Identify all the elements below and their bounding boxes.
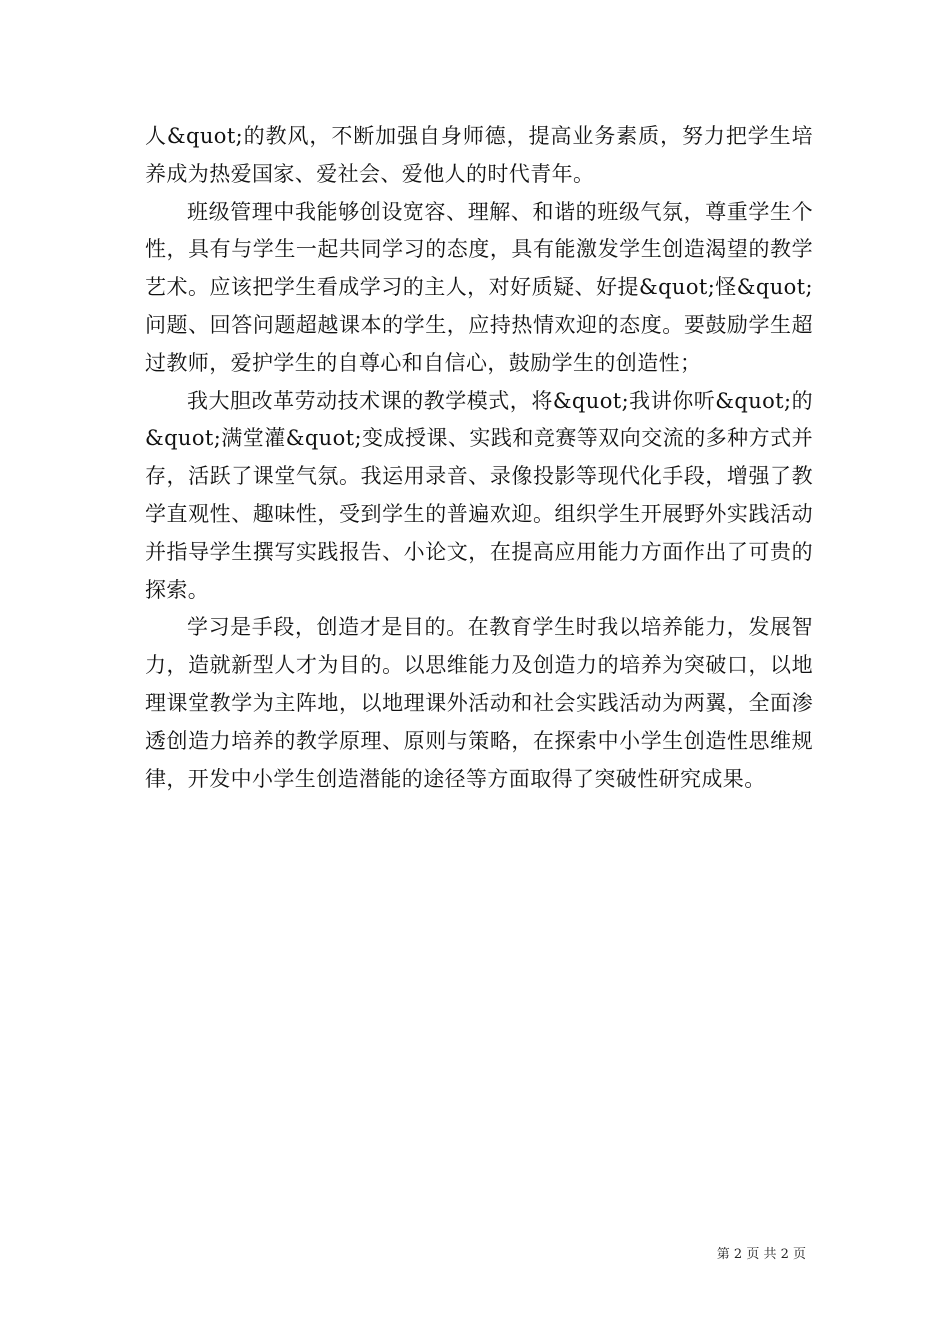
paragraph-1: 人&quot;的教风，不断加强自身师德，提高业务素质，努力把学生培养成为热爱国家、爱社会、爱他人的时代青年。	[145, 124, 813, 186]
page-number-footer: 第 2 页 共 2 页	[716, 1247, 806, 1262]
paragraph-3: 我大胆改革劳动技术课的教学模式，将&quot;我讲你听&quot;的&quot;满堂灌&quot;变成授课、实践和竞赛等双向交流的多种方式并存，活跃了课堂气氛。我运用录音、录像投影等现代化手段，增强了教学直观性、趣味性，受到学生的普遍欢迎。组织学生开展野外实践活动并指导学生撰写实践报告、小论文，在提高应用能力方面作出了可贵的探索。	[145, 388, 813, 602]
paragraph-2: 班级管理中我能够创设宽容、理解、和谐的班级气氛，尊重学生个性，具有与学生一起共同学习的态度，具有能激发学生创造渴望的教学艺术。应该把学生看成学习的主人，对好质疑、好提&quot;怪&quot;问题、回答问题超越课本的学生，应持热情欢迎的态度。要鼓励学生超过教师，爱护学生的自尊心和自信心，鼓励学生的创造性；	[145, 199, 813, 375]
document-body	[145, 118, 813, 798]
paragraph-4: 学习是手段，创造才是目的。在教育学生时我以培养能力，发展智力，造就新型人才为目的。以思维能力及创造力的培养为突破口，以地理课堂教学为主阵地，以地理课外活动和社会实践活动为两翼，全面渗透创造力培养的教学原理、原则与策略，在探索中小学生创造性思维规律，开发中小学生创造潜能的途径等方面取得了突破性研究成果。	[145, 615, 813, 791]
